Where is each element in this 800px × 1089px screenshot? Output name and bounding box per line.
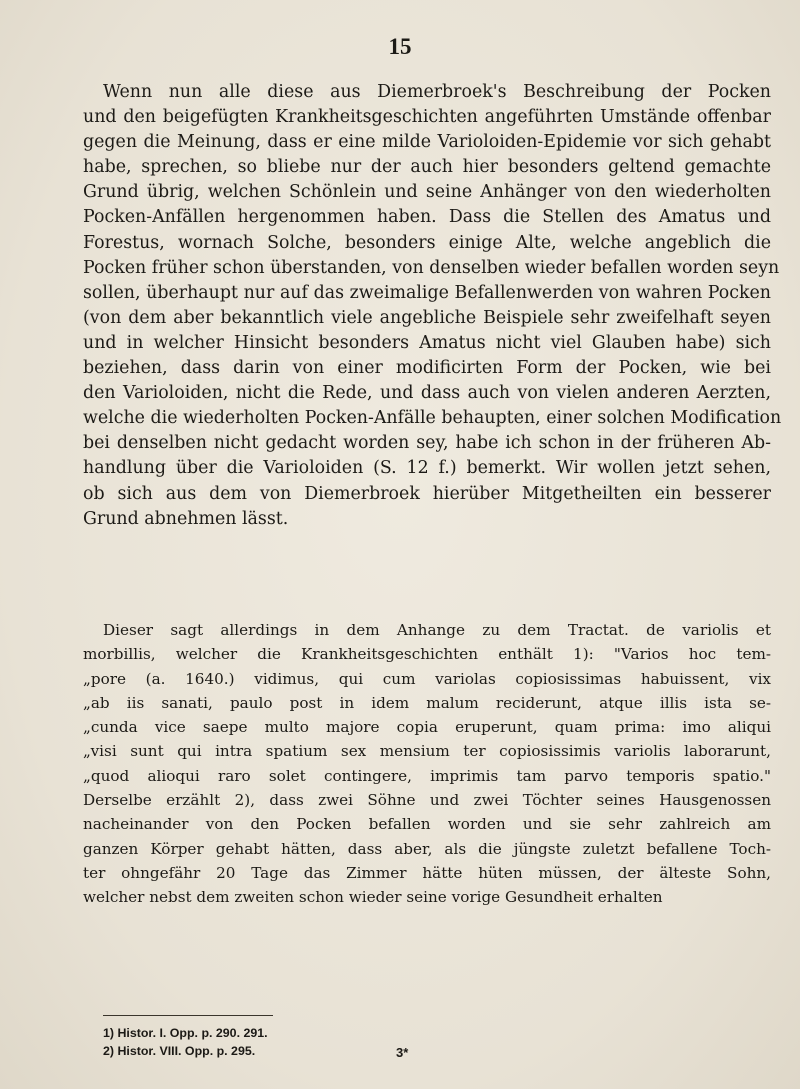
footnote-1: 1) Histor. I. Opp. p. 290. 291. (103, 1026, 268, 1040)
footnote-divider (103, 1015, 273, 1016)
text-line: den Varioloiden, nicht die Rede, und dass auch von vielen anderen Aerzten, (83, 383, 771, 404)
text-line: „quod alioqui raro solet contingere, imprimis tam parvo temporis spatio." (83, 766, 771, 785)
text-line: und in welcher Hinsicht besonders Amatus nicht viel Glauben habe) sich (83, 332, 771, 353)
text-line: „cunda vice saepe multo majore copia eruperunt, quam prima: imo aliqui (83, 718, 771, 737)
text-line: „pore (a. 1640.) vidimus, qui cum variolas copiosissimas habuissent, vix (83, 669, 771, 688)
page-number: 15 (388, 34, 412, 59)
paragraph-2 (83, 618, 771, 910)
text-line: Pocken früher schon überstanden, von denselben wieder befallen worden seyn (83, 257, 780, 278)
text-line: und den beigefügten Krankheitsgeschichten angeführten Umstände offenbar (83, 107, 771, 128)
text-line: handlung über die Varioloiden (S. 12 f.) bemerkt. Wir wollen jetzt sehen, (83, 458, 771, 479)
text-line: Forestus, wornach Solche, besonders einige Alte, welche angeblich die (83, 232, 771, 253)
text-line: bei denselben nicht gedacht worden sey, habe ich schon in der früheren Ab- (83, 433, 771, 454)
text-line: Grund abnehmen lässt. (83, 508, 289, 529)
text-line: ganzen Körper gehabt hätten, dass aber, als die jüngste zuletzt befallene Toch- (83, 839, 771, 858)
text-line: welche die wiederholten Pocken-Anfälle behaupten, einer solchen Modification (83, 408, 782, 429)
text-line: welcher nebst dem zweiten schon wieder seine vorige Gesundheit erhalten (83, 888, 663, 907)
text-line: Derselbe erzählt 2), dass zwei Söhne und zwei Töchter seines Hausgenossen (83, 791, 771, 810)
text-line: „visi sunt qui intra spatium sex mensium ter copiosissimis variolis laborarunt, (83, 742, 771, 761)
text-line: Wenn nun alle diese aus Diemerbroek's Beschreibung der Pocken (103, 82, 771, 102)
text-line: habe, sprechen, so bliebe nur der auch hier besonders geltend gemachte (83, 157, 771, 178)
text-line: (von dem aber bekanntlich viele angebliche Beispiele sehr zweifelhaft seyen (83, 307, 771, 328)
text-line: beziehen, dass darin von einer modificirten Form der Pocken, wie bei (83, 358, 771, 379)
text-line: nacheinander von den Pocken befallen worden und sie sehr zahlreich am (83, 815, 771, 834)
text-line: „ab iis sanati, paulo post in idem malum reciderunt, atque illis ista se- (83, 693, 771, 712)
text-line: ter ohngefähr 20 Tage das Zimmer hätte hüten müssen, der älteste Sohn, (83, 863, 771, 882)
footnotes (103, 1024, 503, 1060)
text-line: ob sich aus dem von Diemerbroek hierüber Mitgetheilten ein besserer (83, 483, 771, 504)
paragraph-1 (83, 80, 782, 532)
text-line: sollen, überhaupt nur auf das zweimalige Befallenwerden von wahren Pocken (83, 282, 771, 303)
text-line: Grund übrig, welchen Schönlein und seine Anhänger von den wiederholten (83, 182, 771, 203)
text-line: gegen die Meinung, dass er eine milde Varioloiden-Epidemie vor sich gehabt (83, 132, 771, 153)
text-line: Pocken-Anfällen hergenommen haben. Dass die Stellen des Amatus und (83, 207, 771, 228)
text-line: Dieser sagt allerdings in dem Anhange zu dem Tractat. de variolis et (103, 621, 771, 639)
footnote-2: 2) Histor. VIII. Opp. p. 295. (103, 1044, 256, 1058)
signature-mark: 3* (396, 1045, 409, 1060)
text-line: morbillis, welcher die Krankheitsgeschichten enthält 1): "Varios hoc tem- (83, 645, 771, 664)
